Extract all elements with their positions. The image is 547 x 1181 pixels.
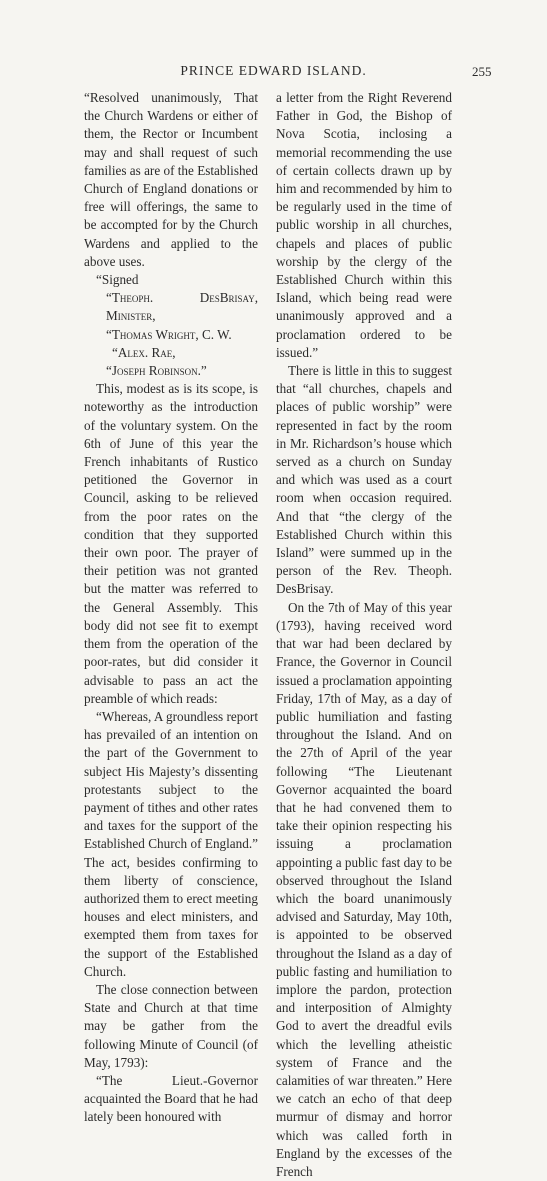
- paragraph-resolution: “Resolved unanimously, That the Church Wardens or either of them, the Rector or Incumbent may and shall request of such families as are of the Established Church of England donations or free will offerings, the same to be accompted for by the Church Wardens and applied to the above uses.: [84, 90, 258, 269]
- paragraph-little-to-suggest: There is little in this to suggest that “all churches, chapels and places of public worship” were represented in fact by the room in Mr. Richardson’s house which served as a church on Sunday and which was used as a court room when occasion required. And that “the clergy of the Established Church within this Island” were summed up in the person of the Rev. Theoph. DesBrisay.: [276, 363, 452, 597]
- paragraph-minute: “The Lieut.-Governor acquainted the Board that he had lately been honoured with: [84, 1072, 258, 1125]
- paragraph-war-declared: On the 7th of May of this year (1793), having received word that war had been declared by France, the Governor in Council issued a proclamation appointing Friday, 17th of May, as a day of public humiliation and fasting throughout the Island. And on the 27th of April of the year following “The Lieutenant Governor acquainted the board that he had convened them to take their opinion respecting his issuing a proclamation appointing a public fast day to be observed throughout the Island which the board unanimously advised and Saturday, May 10th, is appointed to be observed throughout the Island as a day of public fasting and humiliation to implore the pardon, protection and interposition of Almighty God to avert the dreadful evils which the levelling atheistic system of France and the calamities of war threaten.” Here we catch an echo of that deep murmur of dismay and horror which was called forth in England by the excesses of the French: [276, 599, 452, 1179]
- signature-4: “Joseph Robinson.”: [106, 363, 207, 379]
- page-title: PRINCE EDWARD ISLAND.: [180, 63, 367, 78]
- right-column: [276, 89, 452, 1181]
- paragraph-whereas: “Whereas, A groundless report has prevailed of an intention on the part of the Government to subject His Majesty’s dissenting protestants subject to the payment of tithes and other rates and taxes for the support of the Established Church of England.” The act, besides confirming to them liberty of conscience, authorized them to erect meeting houses and elect ministers, and exempted them from taxes for the support of the Established Church.: [84, 708, 258, 979]
- page-number: 255: [472, 64, 492, 79]
- paragraph-voluntary-system: This, modest as is its scope, is noteworthy as the introduction of the voluntary system. On the 6th of June of this year the French inhabitants of Rustico petitioned the Governor in Council, asking to be relieved from the poor rates on the condition that they supported their own poor. The prayer of their petition was not granted but the matter was referred to the General Assembly. This body did not see fit to exempt them from the operation of the poor-rates, but did consider it advisable to pass an act the preamble of which reads:: [84, 381, 258, 706]
- signature-2: “Thomas Wright, C. W.: [106, 326, 232, 342]
- paragraph-state-church: The close connection between State and Church at that time may be gather from the following Minute of Council (of May, 1793):: [84, 981, 258, 1070]
- signature-3: “Alex. Rae,: [112, 344, 176, 360]
- signature-1: “Theoph. DesBrisay, Minister,: [106, 290, 258, 324]
- paragraph-letter: a letter from the Right Reverend Father in God, the Bishop of Nova Scotia, inclosing a memorial recommending the use of certain collects drawn up by him and recommended by him to be regularly used in the time of public worship in all churches, chapels and places of public worship by the clergy of the Established Church within this Island, which being read were unanimously approved and a proclamation ordered to be issued.”: [276, 90, 452, 360]
- left-column: [84, 89, 258, 1127]
- signed-label: “Signed: [96, 272, 139, 288]
